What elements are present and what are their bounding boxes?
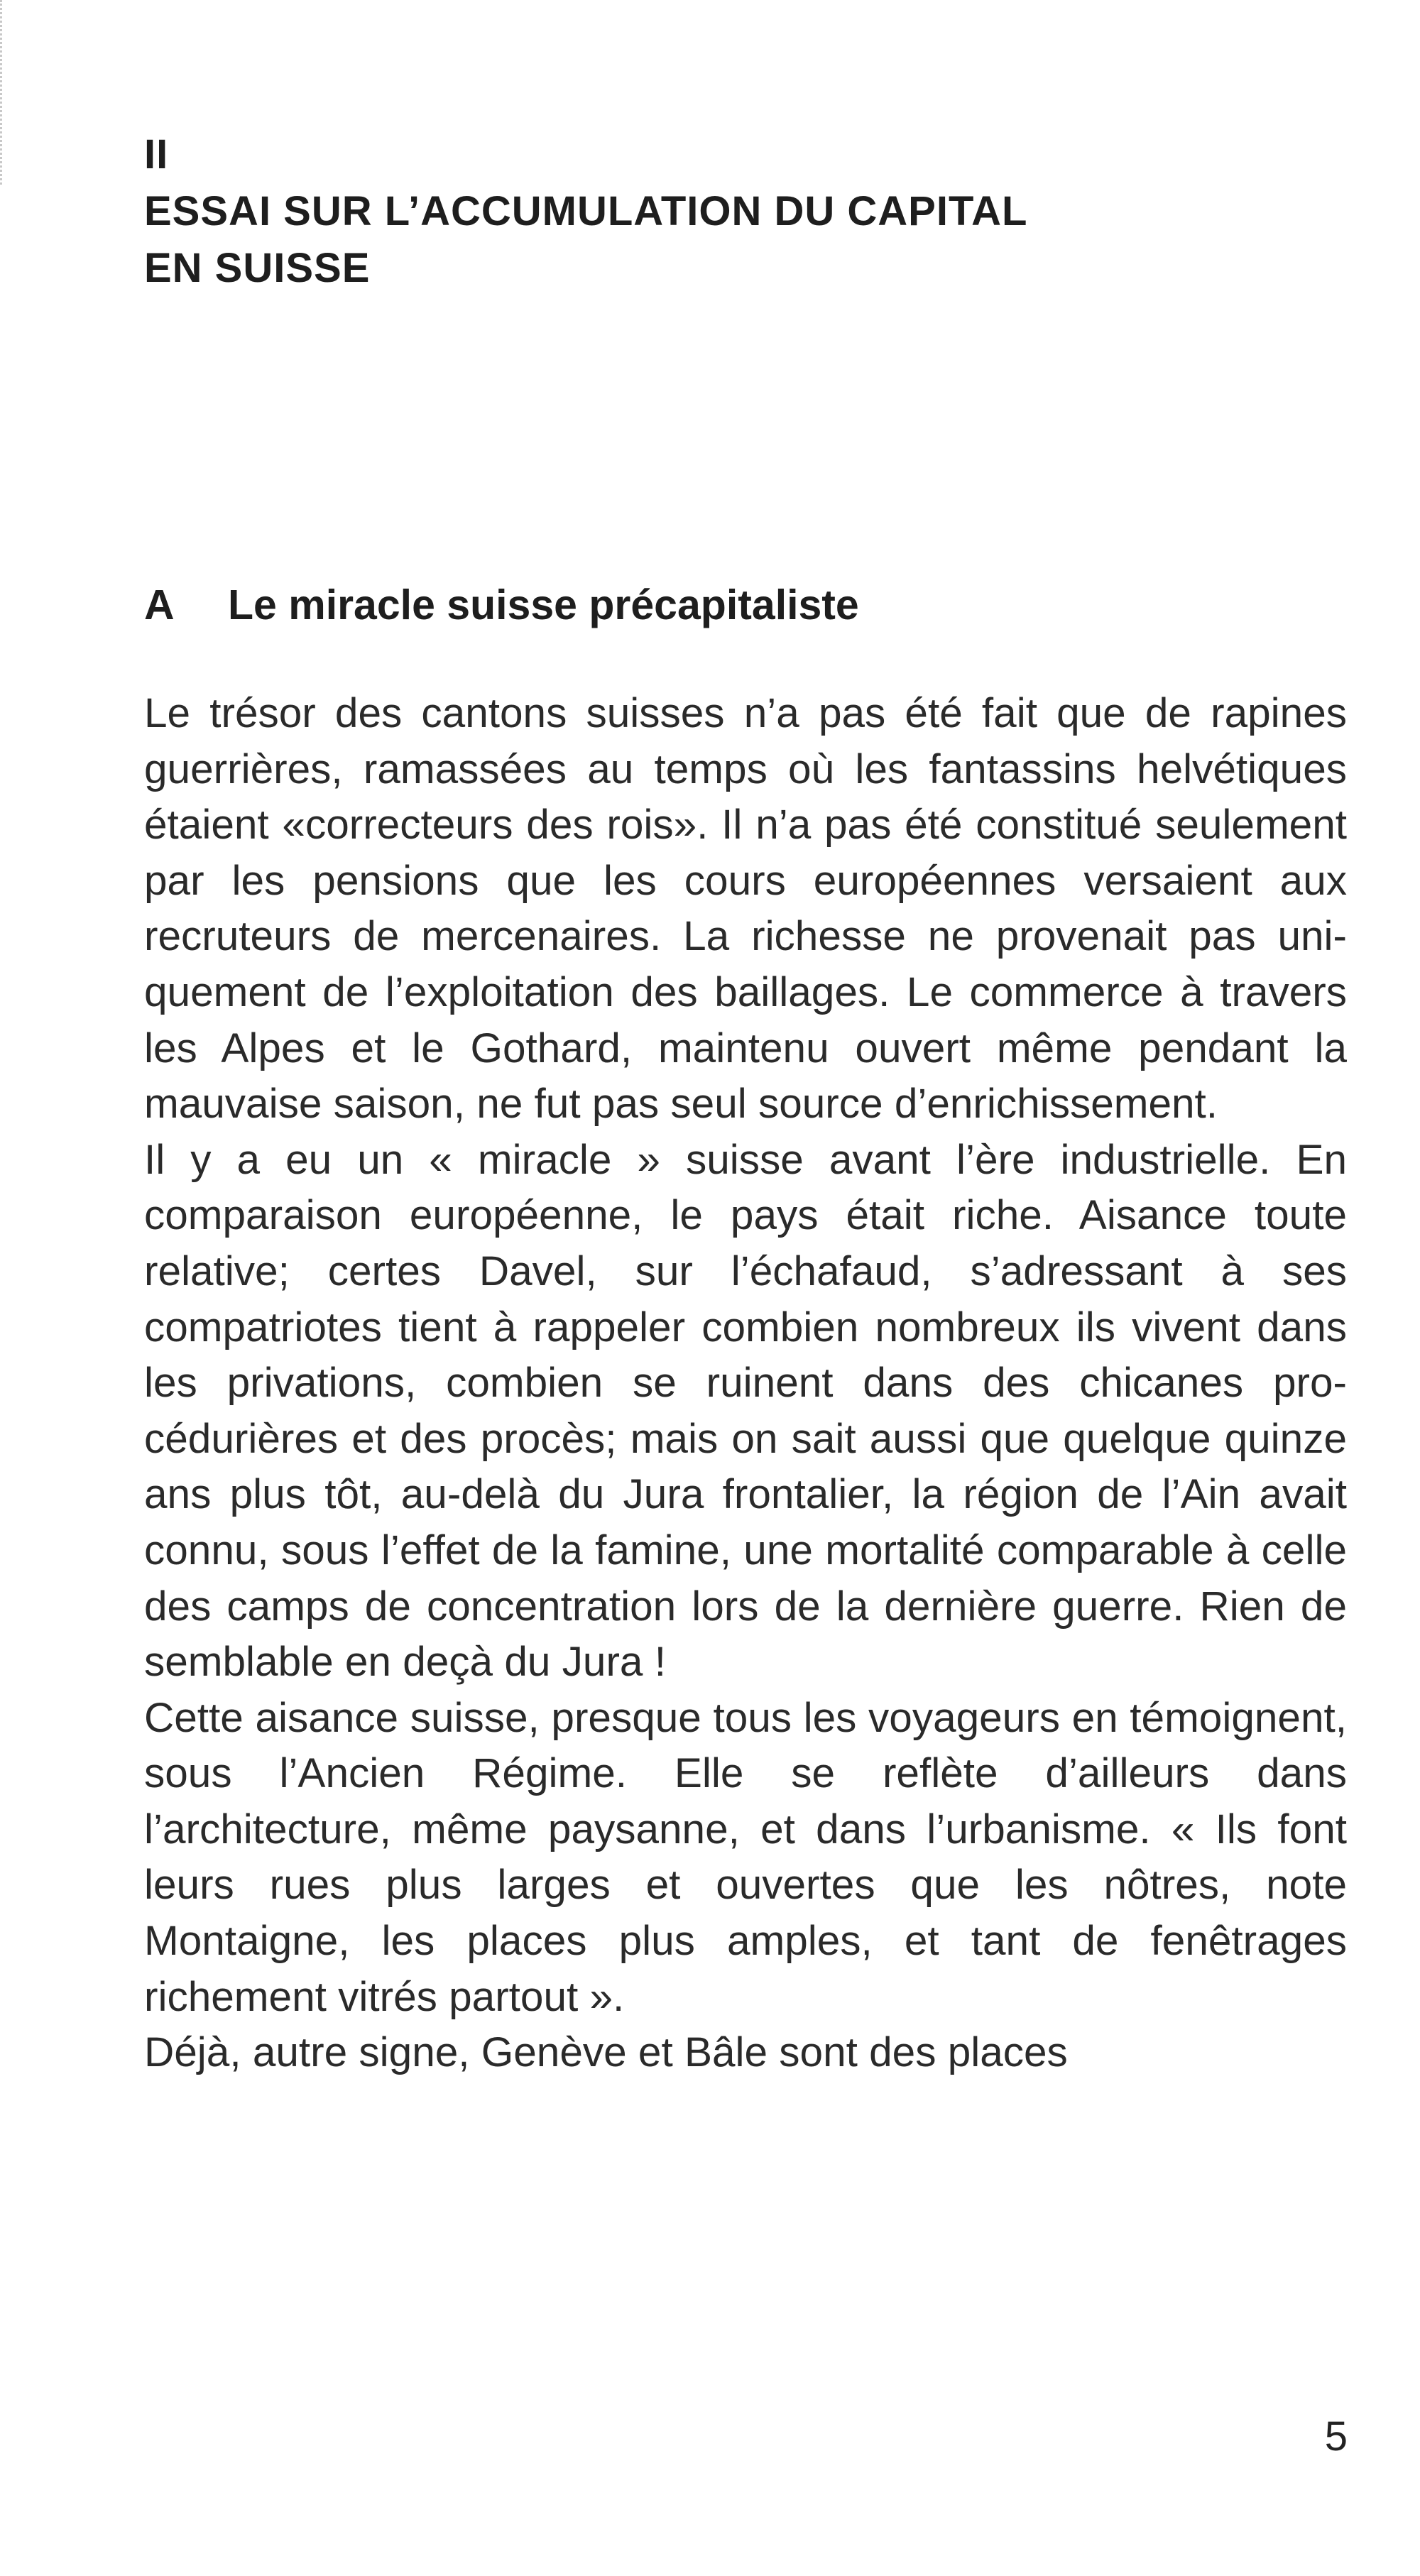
paragraph: Le trésor des cantons suisses n’a pas été fait que de rapines guerrières, ramassées au temps où les fantassins helvétiques étaient «correcteurs des rois». Il n’a pas été constitué seulement par les pensions que les cours européennes versaient aux recruteurs de mercenaires. La richesse ne provenait pas uniquement de l’exploitation des baillages. Le commerce à travers les Alpes et le Gothard, maintenu ouvert même pendant la mauvaise saison, ne fut pas seul source d’enrichissement. (144, 690, 1347, 1128)
chapter-heading (144, 126, 1351, 297)
paragraph: Déjà, autre signe, Genève et Bâle sont des places (144, 2029, 1068, 2076)
body-text (144, 686, 1347, 2081)
chapter-title-line-2: EN SUISSE (144, 245, 371, 291)
scan-margin-marks (0, 0, 5, 185)
paragraph: Il y a eu un « miracle » suisse avant l’ère industrielle. En comparaison européenne, le pays était riche. Aisance toute relative; certes Davel, sur l’échafaud, s’adressant à ses compatriotes tient à rappeler combien nombreux ils vivent dans les privations, combien se ruinent dans des chicanes procédurières et des procès; mais on sait aussi que quelque quinze ans plus tôt, au-delà du Jura frontalier, la région de l’Ain avait connu, sous l’effet de la famine, une mortalité comparable à celle des camps de concentration lors de la dernière guerre. Rien de semblable en deçà du Jura ! (144, 1136, 1347, 1686)
section-title: Le miracle suisse précapitaliste (228, 582, 859, 628)
section-heading (144, 577, 1351, 633)
chapter-number: II (144, 131, 169, 178)
section-letter: A (144, 582, 175, 628)
page-number: 5 (1324, 2413, 1348, 2460)
paragraph: Cette aisance suisse, presque tous les voyageurs en témoignent, sous l’Ancien Régime. Elle se reflète d’ailleurs dans l’architecture, même paysanne, et dans l’urbanisme. « Ils font leurs rues plus larges et ouvertes que les nôtres, note Montaigne, les places plus amples, et tant de fenêtrages richement vitrés partout ». (144, 1694, 1347, 2020)
chapter-title-line-1: ESSAI SUR L’ACCUMULATION DU CAPITAL (144, 188, 1028, 234)
